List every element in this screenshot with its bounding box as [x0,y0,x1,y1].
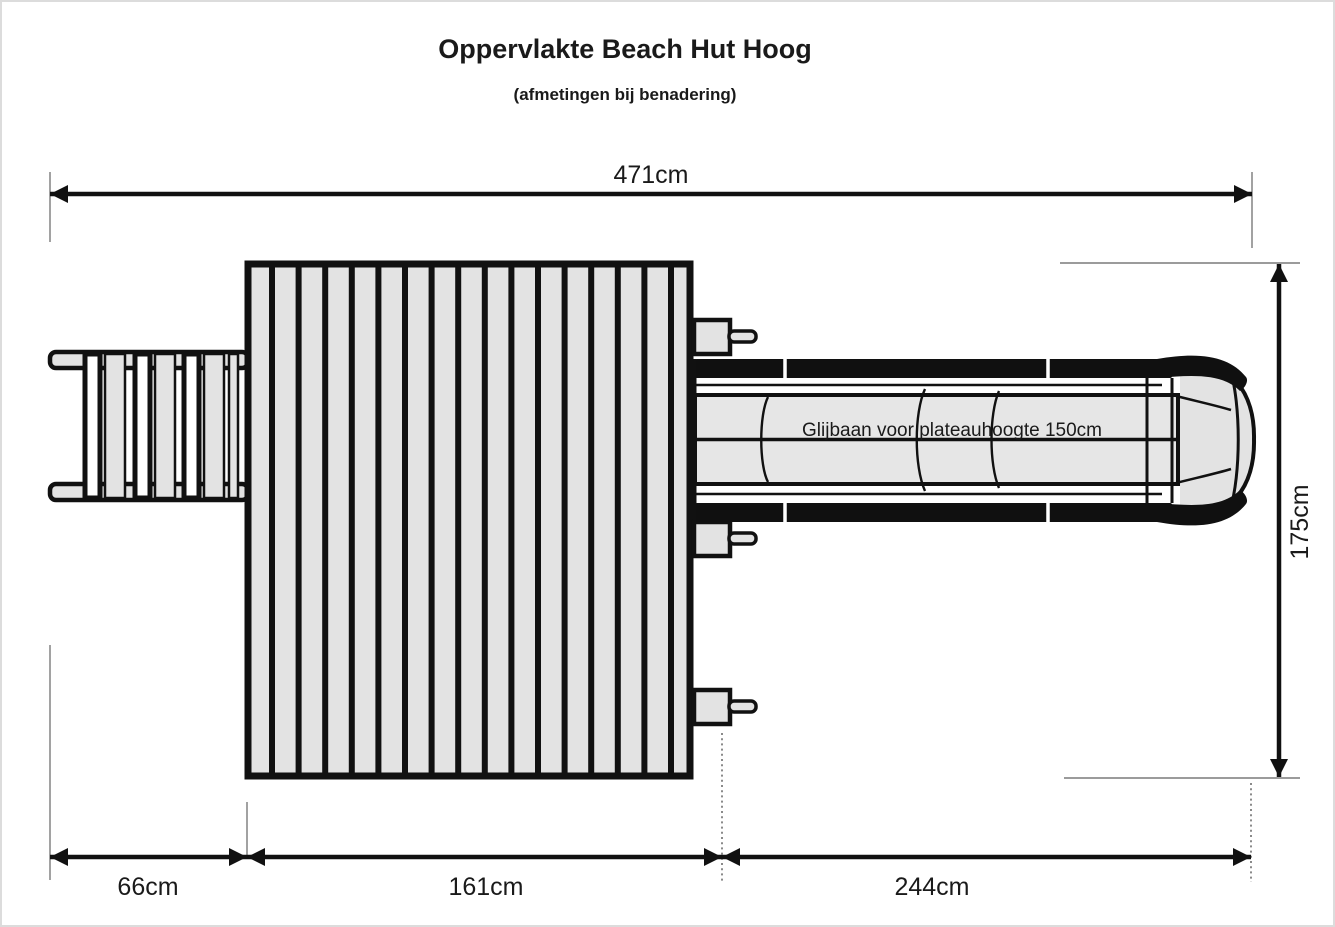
platform-deck [248,264,690,776]
slide [695,356,1254,526]
ladder-rungs [85,354,238,498]
slide-rail-bottom [695,490,1247,525]
dimension-label-slide-length: 244cm [894,873,970,901]
dimension-label-depth: 175cm [1286,484,1314,560]
dimension-ladder-width [50,645,247,901]
slide-label: Glijbaan voor plateauhoogte 150cm [802,420,1102,441]
dimension-label-total-width: 471cm [613,161,689,189]
bracket-pin [729,533,756,544]
ladder [50,352,248,500]
dimension-slide-length [722,783,1251,901]
dimension-label-ladder-width: 66cm [117,873,179,901]
slide-mount-bracket-top [694,320,756,354]
diagram-subtitle: (afmetingen bij benadering) [513,85,737,104]
bracket-pin [729,331,756,342]
slide-mount-bracket-bottom [694,690,756,724]
slide-mount-bracket-middle [694,522,756,556]
dimension-label-platform-width: 161cm [448,873,524,901]
platform [248,264,690,776]
bracket-pin [729,701,756,712]
dimension-total-width [50,161,1252,248]
diagram-title: Oppervlakte Beach Hut Hoog [438,34,812,64]
